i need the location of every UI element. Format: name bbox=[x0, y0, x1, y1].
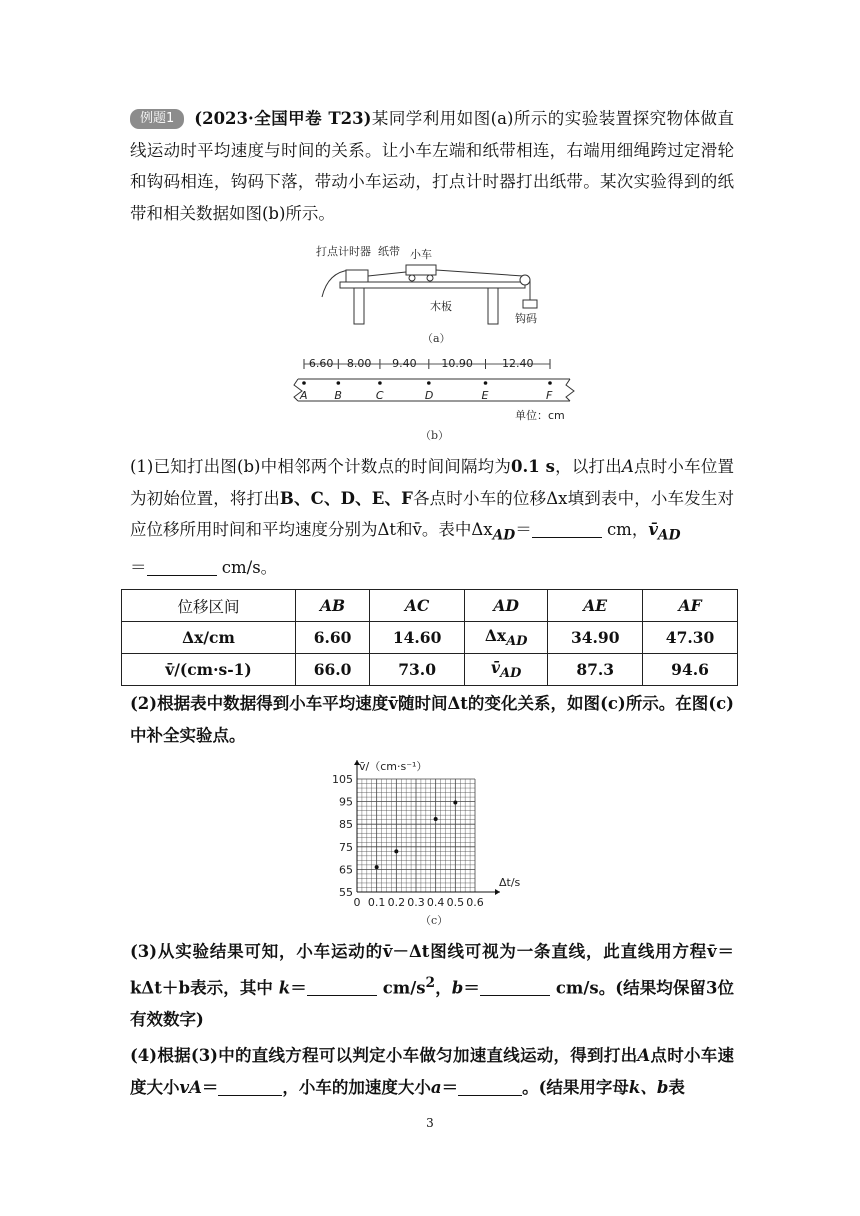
x-tick-label: 0.6 bbox=[466, 896, 484, 909]
tape-dot bbox=[427, 381, 431, 385]
table-cell: 6.60 bbox=[296, 622, 370, 654]
table-cell: v̄/(cm·s-1) bbox=[122, 654, 296, 686]
table-cell-dx-ad: $\Delta x_{AD}$ bbox=[465, 622, 548, 654]
q4-text-5: 表 bbox=[668, 1077, 685, 1097]
label-timer: 打点计时器 bbox=[316, 245, 371, 258]
y-tick-label: 95 bbox=[339, 795, 353, 809]
q4-text-1: (4)根据(3)中的直线方程可以判定小车做匀加速直线运动，得到打出 bbox=[130, 1046, 638, 1065]
x-tick-label: 0.5 bbox=[446, 896, 465, 909]
data-point bbox=[394, 849, 398, 853]
table-cell-v-ad: $v̄_{AD}$ bbox=[465, 654, 548, 686]
table-cell: 66.0 bbox=[296, 654, 370, 686]
y-tick-label: 105 bbox=[332, 773, 353, 786]
x-tick-label: 0.3 bbox=[407, 896, 425, 909]
table-cell: 47.30 bbox=[643, 622, 738, 654]
q3-unit-1: cm/s bbox=[382, 978, 426, 997]
caption-a: （a） bbox=[422, 332, 451, 345]
table-header-cell: AD bbox=[465, 590, 548, 622]
table-header-cell: 位移区间 bbox=[122, 590, 296, 622]
q4-kb: k、b bbox=[628, 1077, 669, 1097]
q4-text-2: 点时小车速度大小 bbox=[130, 1046, 734, 1097]
q1-points: B、C、D、E、F bbox=[279, 488, 413, 508]
q3-unit-2: cm/s。(结果均保留3位有效数字) bbox=[130, 978, 735, 1029]
tape-segment-label: 10.90 bbox=[441, 357, 473, 370]
y-tick-label: 55 bbox=[339, 886, 353, 899]
tape-dot bbox=[548, 381, 552, 385]
tape-point-label: D bbox=[424, 389, 434, 402]
data-point bbox=[453, 801, 457, 805]
cart-wheel bbox=[409, 275, 415, 281]
paper-tape bbox=[368, 272, 406, 276]
question-4 bbox=[130, 1040, 734, 1103]
q1-unit-cm: cm， bbox=[606, 520, 649, 539]
example-badge: 例题1 bbox=[130, 109, 184, 129]
label-tape: 纸带 bbox=[378, 245, 400, 258]
hook-weight bbox=[523, 300, 537, 308]
string bbox=[436, 270, 523, 276]
q1-point-a: A bbox=[621, 457, 634, 476]
q1-unit-cms: cm/s。 bbox=[221, 557, 278, 577]
question-3: (3)从实验结果可知，小车运动的v̄－Δt图线可视为一条直线，此直线用方程v̄＝kΔt＋b表示，其中 $k= cm/s^2$，b＝ cm/s。(结果均保留3位有效数字) bbox=[130, 942, 735, 1029]
x-axis-arrow bbox=[495, 889, 500, 895]
question-1 bbox=[130, 451, 734, 583]
tape-segment-label: 12.40 bbox=[502, 357, 534, 370]
table-cell: 73.0 bbox=[370, 654, 465, 686]
chart-xlabel: Δt/s bbox=[499, 876, 521, 889]
unit-label: 单位：cm bbox=[515, 409, 565, 422]
q1-text-3: 点时小车位置为初始位置，将打出 bbox=[130, 457, 735, 508]
answer-blank-b[interactable] bbox=[480, 977, 550, 996]
chart-grid bbox=[357, 779, 475, 892]
figure-b-tape bbox=[290, 355, 575, 447]
table-row bbox=[122, 622, 738, 654]
q1-text-1: (1)已知打出图(b)中相邻两个计数点的时间间隔均为 bbox=[130, 457, 512, 476]
q3-eq: ＝ bbox=[290, 978, 307, 997]
caption-c: （c） bbox=[420, 914, 449, 927]
q1-text-4: 各点时小车的位移Δx填到表中，小车发生对应位移所用时间和平均速度分别为Δt和v̄。表中Δx bbox=[130, 488, 734, 539]
q3-eq-2: ＝ bbox=[463, 978, 480, 997]
x-tick-label: 0.1 bbox=[367, 896, 386, 909]
chart-ylabel: v̄/（cm·s⁻¹） bbox=[359, 760, 428, 773]
x-tick-label: 0 bbox=[353, 896, 361, 909]
pulley bbox=[520, 275, 530, 285]
table-header-cell: AE bbox=[548, 590, 643, 622]
q4-eq: ＝ bbox=[201, 1077, 219, 1097]
q1-vbar: v̄ bbox=[648, 520, 658, 539]
y-tick-label: 65 bbox=[339, 863, 353, 877]
page-number: 3 bbox=[426, 1116, 434, 1130]
intro-text: 某同学利用如图(a)所示的实验装置探究物体做直线运动时平均速度与时间的关系。让小车左端和纸带相连，右端用细绳跨过定滑轮和钩码相连，钩码下落，带动小车运动，打点计时器打出纸带。某次实验得到的纸带和相关数据如图(b)所示。 bbox=[130, 109, 735, 223]
tape-point-label: C bbox=[375, 389, 384, 402]
table-header-cell: AB bbox=[296, 590, 370, 622]
table-cell: Δx/cm bbox=[122, 622, 296, 654]
q4-eq-2: ＝ bbox=[441, 1077, 459, 1097]
table-cell: 14.60 bbox=[370, 622, 465, 654]
table-cell: 34.90 bbox=[548, 622, 643, 654]
table-cell: 94.6 bbox=[643, 654, 738, 686]
q4-va: vA bbox=[179, 1077, 202, 1097]
data-point bbox=[434, 817, 438, 821]
y-tick-label: 85 bbox=[339, 818, 353, 832]
table-header-cell: AF bbox=[643, 590, 738, 622]
tape-point-label: F bbox=[546, 389, 553, 402]
q3-k: k bbox=[278, 978, 291, 997]
label-weight: 钩码 bbox=[515, 312, 537, 325]
tape-point-label: A bbox=[300, 389, 308, 402]
q4-a: a bbox=[430, 1077, 442, 1097]
label-cart: 小车 bbox=[410, 248, 432, 261]
table-cell: 87.3 bbox=[548, 654, 643, 686]
tape-dot bbox=[484, 381, 488, 385]
chart-ticks bbox=[332, 773, 484, 909]
q3-text: (3)从实验结果可知，小车运动的v̄－Δt图线可视为一条直线，此直线用方程v̄＝kΔt＋b表示，其中 bbox=[130, 942, 734, 997]
question-2: (2)根据表中数据得到小车平均速度v̄随时间Δt的变化关系，如图(c)所示。在图(c)中补全实验点。 bbox=[130, 694, 734, 745]
table-row bbox=[122, 654, 738, 686]
answer-blank-k[interactable] bbox=[307, 977, 377, 996]
tape-segment-label: 6.60 bbox=[308, 357, 334, 370]
q4-text-3: ，小车的加速度大小 bbox=[282, 1077, 431, 1097]
x-tick-label: 0.2 bbox=[387, 896, 406, 909]
chart-axes bbox=[354, 760, 500, 895]
tape-dot bbox=[302, 381, 306, 385]
data-point bbox=[375, 865, 379, 869]
tape-point-label: B bbox=[334, 389, 342, 402]
q1-interval: 0.1 s bbox=[511, 457, 555, 476]
q4-point-a: A bbox=[637, 1046, 651, 1065]
tape-break-right bbox=[566, 379, 574, 401]
intro-paragraph bbox=[130, 103, 734, 229]
answer-blank-v-ad[interactable] bbox=[147, 557, 217, 576]
tape-segment-label: 9.40 bbox=[392, 357, 417, 370]
tape-point-label: E bbox=[481, 389, 489, 402]
q1-sub-ad: AD bbox=[492, 527, 516, 544]
source-label: (2023·全国甲卷 T23) bbox=[194, 109, 372, 128]
tape-dot bbox=[337, 381, 341, 385]
q1-text-2: ，以打出 bbox=[554, 457, 622, 476]
label-board: 木板 bbox=[430, 300, 452, 313]
y-tick-label: 75 bbox=[339, 840, 353, 854]
figure-c-chart bbox=[325, 752, 545, 930]
board-leg-right bbox=[488, 288, 498, 324]
cart-wheel bbox=[427, 275, 433, 281]
cart bbox=[406, 265, 436, 275]
data-table bbox=[121, 589, 738, 686]
q1-eq: ＝ bbox=[515, 520, 532, 539]
x-tick-label: 0.4 bbox=[426, 896, 445, 909]
q3-b: b bbox=[451, 978, 464, 997]
board-leg-left bbox=[354, 288, 364, 324]
table-header-cell: AC bbox=[370, 590, 465, 622]
q4-text-4: 。(结果用字母 bbox=[522, 1077, 629, 1097]
figure-a-apparatus bbox=[310, 242, 550, 350]
tape-dot bbox=[378, 381, 382, 385]
timer bbox=[346, 270, 368, 282]
table-header-row bbox=[122, 590, 738, 622]
answer-blank-va[interactable] bbox=[218, 1077, 282, 1096]
answer-blank-dx-ad[interactable] bbox=[532, 519, 602, 538]
answer-blank-a[interactable] bbox=[458, 1077, 522, 1096]
caption-b: （b） bbox=[420, 429, 450, 442]
q1-eq-2: ＝ bbox=[130, 557, 147, 577]
board bbox=[340, 282, 525, 288]
q1-sub-ad-2: AD bbox=[657, 527, 681, 544]
tape-segment-label: 8.00 bbox=[346, 357, 372, 370]
